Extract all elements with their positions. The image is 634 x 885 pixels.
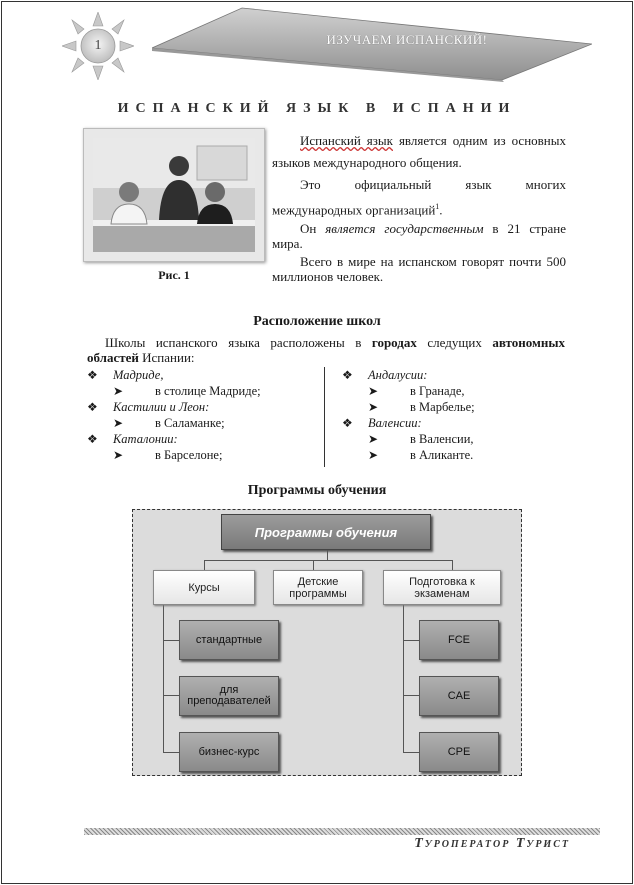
region-name: Андалусии: — [368, 368, 428, 382]
city-name: в Валенсии, — [410, 432, 474, 446]
exam-cpe-box: CPE — [419, 732, 499, 772]
children-programs-box: Детские программы — [273, 570, 363, 605]
connector-line — [163, 640, 179, 641]
programs-root-box: Программы обучения — [221, 514, 431, 550]
region-name: Каталонии: — [113, 432, 178, 446]
connector-line — [163, 752, 179, 753]
arrow-bullet-icon: ➤ — [368, 384, 379, 398]
intro-p4: Всего в мире на испанском говорят почти 500 миллионов человек. — [272, 254, 566, 285]
intro-p3-italic: является государственным — [325, 221, 484, 237]
course-teachers-box: для преподавателей — [179, 676, 279, 716]
programs-diagram — [132, 509, 522, 776]
classroom-photo-image — [93, 138, 255, 252]
connector-line — [452, 560, 453, 570]
regions-right-column — [342, 367, 572, 463]
list-item — [342, 383, 572, 399]
list-item — [342, 431, 572, 447]
schools-text-a: Школы испанского языка расположены в — [105, 335, 372, 350]
spanish-language-link: Испанский язык — [300, 133, 393, 148]
course-business-box: бизнес-курс — [179, 732, 279, 772]
region-name: Мадриде, — [113, 368, 164, 382]
exam-prep-box: Подготовка к экзаменам — [383, 570, 501, 605]
schools-text-c: Испании: — [138, 350, 195, 365]
intro-p3b: в 21 стране мира. — [272, 221, 566, 252]
schools-text — [87, 335, 565, 365]
list-item — [87, 447, 317, 463]
connector-line — [204, 560, 205, 570]
intro-p2: Это официальный язык многих международных организаций — [272, 177, 566, 218]
connector-line — [163, 695, 179, 696]
list-item — [87, 431, 317, 447]
figure-caption: Рис. 1 — [158, 268, 190, 282]
page-title: ИСПАНСКИЙ ЯЗЫК В ИСПАНИИ — [117, 101, 517, 116]
diamond-bullet-icon: ❖ — [87, 432, 98, 446]
list-item — [87, 415, 317, 431]
programs-title: Программы обучения — [247, 483, 387, 498]
list-item — [342, 415, 572, 431]
list-item — [87, 399, 317, 415]
regions-left-column — [87, 367, 317, 463]
arrow-bullet-icon: ➤ — [113, 384, 124, 398]
list-item — [87, 383, 317, 399]
connector-line — [327, 550, 328, 560]
connector-line — [403, 752, 419, 753]
connector-line — [403, 695, 419, 696]
diamond-bullet-icon: ❖ — [87, 400, 98, 414]
footnote-mark: 1 — [435, 202, 440, 211]
schools-title: Расположение школ — [253, 314, 381, 329]
connector-line — [163, 605, 164, 753]
column-divider — [324, 367, 325, 467]
exam-fce-box: FCE — [419, 620, 499, 660]
footer-divider — [84, 828, 600, 835]
courses-box: Курсы — [153, 570, 255, 605]
schools-text-bold-regions: автономных областей — [87, 335, 565, 365]
page-number: 1 — [94, 38, 102, 53]
city-name: в Барселоне; — [155, 448, 223, 462]
list-item — [87, 367, 317, 383]
region-name: Кастилии и Леон: — [113, 400, 210, 414]
diamond-bullet-icon: ❖ — [342, 416, 353, 430]
arrow-bullet-icon: ➤ — [113, 448, 124, 462]
diamond-bullet-icon: ❖ — [342, 368, 353, 382]
list-item — [342, 399, 572, 415]
connector-line — [403, 605, 404, 753]
banner-text: ИЗУЧАЕМ ИСПАНСКИЙ! — [326, 32, 488, 47]
region-name: Валенсии: — [368, 416, 422, 430]
connector-line — [403, 640, 419, 641]
connector-line — [313, 560, 314, 570]
intro-p1: является одним из основных языков международного общения. — [272, 133, 566, 170]
city-name: в столице Мадриде; — [155, 384, 261, 398]
intro-p3a: Он — [300, 221, 326, 237]
schools-text-b: следущих — [416, 335, 493, 350]
city-name: в Аликанте. — [410, 448, 474, 462]
arrow-bullet-icon: ➤ — [113, 416, 124, 430]
course-standard-box: стандартные — [179, 620, 279, 660]
arrow-bullet-icon: ➤ — [368, 400, 379, 414]
schools-text-bold-cities: городах — [371, 335, 417, 350]
footer-brand: Туроператор Турист — [414, 836, 570, 851]
diamond-bullet-icon: ❖ — [87, 368, 98, 382]
city-name: в Гранаде, — [410, 384, 465, 398]
city-name: в Марбелье; — [410, 400, 475, 414]
photo-frame — [83, 128, 265, 262]
list-item — [342, 367, 572, 383]
city-name: в Саламанке; — [155, 416, 225, 430]
arrow-bullet-icon: ➤ — [368, 432, 379, 446]
intro-text: Испанский язык является одним из основных языков международного общения. Это официальный язык многих международных организаций$^1$. Он является государственным в 21 стране мира. Всего в мире на испанском говорят почти 500 миллионов человек. — [272, 133, 566, 285]
arrow-bullet-icon: ➤ — [368, 448, 379, 462]
list-item — [342, 447, 572, 463]
exam-cae-box: CAE — [419, 676, 499, 716]
connector-line — [204, 560, 452, 561]
